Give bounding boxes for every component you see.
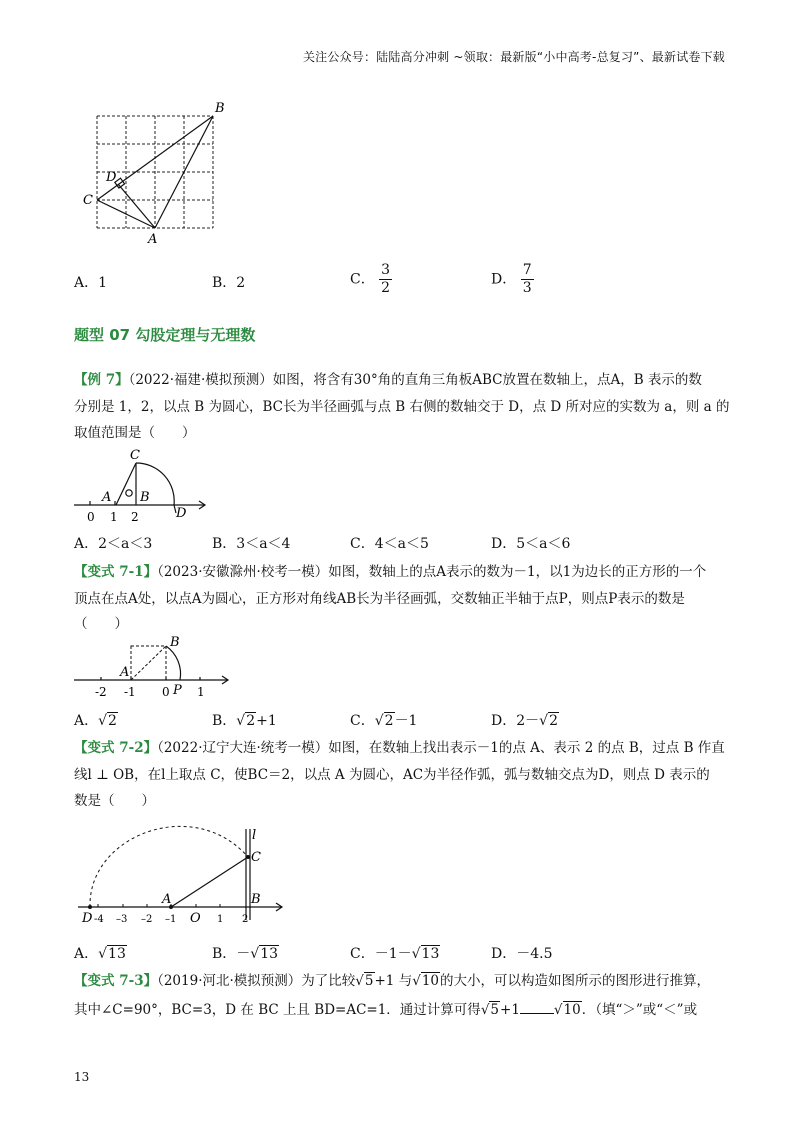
ex7-label-D: D bbox=[176, 506, 187, 521]
v72-label-B: B bbox=[251, 892, 261, 907]
ex7-figure bbox=[70, 445, 210, 525]
ex7-label-A: A bbox=[102, 490, 112, 505]
label-B: B bbox=[215, 101, 225, 116]
fraction-7-3: $\frac{7}{3}$ bbox=[522, 262, 532, 296]
v72-tick-minus3: –3 bbox=[116, 914, 128, 925]
v71-line3: （ ） bbox=[74, 616, 128, 632]
v73-line1: 【变式 7-3】（2019·河北·模拟预测）为了比较√5+1 与√10的大小，可以构造如图所示的图形进行推算， bbox=[74, 973, 710, 989]
v72-option-c: C．－1－√13 bbox=[350, 946, 440, 962]
v72-option-d: D．－4.5 bbox=[491, 946, 553, 962]
v73-line2: 其中∠C=90°，BC=3，D 在 BC 上且 BD=AC=1．通过计算可得√5+1 √10．（填“＞”或“＜”或 bbox=[74, 999, 697, 1020]
prev-option-d: D． $\frac{7}{3}$ bbox=[491, 262, 532, 296]
v72-line3: 数是（ ） bbox=[74, 793, 155, 809]
ex7-label-B: B bbox=[140, 490, 150, 505]
v72-line1: 【变式 7-2】（2022·辽宁大连·统考一模）如图，在数轴上找出表示－1的点 A、表示 2 的点 B，过点 B 作直 bbox=[74, 740, 725, 756]
v72-line2: 线l ⊥ OB，在l上取点 C，使BC＝2，以点 A 为圆心，AC为半径作弧，弧与数轴交点为D，则点 D 表示的 bbox=[74, 767, 710, 783]
ex7-option-b: B．3＜a＜4 bbox=[212, 536, 291, 552]
label-A: A bbox=[148, 232, 158, 245]
v72-label-O: O bbox=[190, 911, 201, 926]
prev-option-c: C． $\frac{3}{2}$ bbox=[350, 262, 391, 296]
ex7-option-c: C．4＜a＜5 bbox=[350, 536, 429, 552]
v71-line2: 顶点在点A处，以点A为圆心，正方形对角线AB长为半径画弧，交数轴正半轴于点P，则点P表示的数是 bbox=[74, 591, 685, 607]
answer-blank[interactable] bbox=[520, 999, 554, 1014]
fraction-3-2: $\frac{3}{2}$ bbox=[381, 262, 391, 296]
v72-tick-2: 2 bbox=[242, 914, 249, 925]
v71-option-d: D．2－√2 bbox=[491, 713, 558, 729]
v72-label-A: A bbox=[162, 892, 172, 907]
label-D: D bbox=[106, 170, 117, 185]
v72-option-a: A．√13 bbox=[74, 946, 126, 962]
ex7-label-C: C bbox=[130, 448, 140, 463]
v71-tick-1: 1 bbox=[197, 685, 205, 699]
v72-label-l: l bbox=[252, 828, 257, 843]
grid-triangle-figure bbox=[78, 100, 238, 245]
page-header: 关注公众号：陆陆高分冲刺 ~领取：最新版“小中高考-总复习”、最新试卷下载 bbox=[302, 50, 725, 64]
ex7-tick-0: 0 bbox=[87, 510, 95, 524]
v72-option-b: B．－√13 bbox=[212, 946, 279, 962]
v71-option-c: C．√2－1 bbox=[350, 713, 418, 729]
ex7-line1: 【例 7】（2022·福建·模拟预测）如图，将含有30°角的直角三角板ABC放置在数轴上，点A，B 表示的数 bbox=[74, 372, 702, 388]
label-C: C bbox=[83, 193, 93, 208]
ex7-option-d: D．5＜a＜6 bbox=[491, 536, 571, 552]
v72-tick-minus4: -4 bbox=[94, 914, 104, 925]
ex7-line2: 分别是 1，2，以点 B 为圆心，BC长为半径画弧与点 B 右侧的数轴交于 D，点 D 所对应的实数为 a，则 a 的 bbox=[74, 399, 730, 415]
ex7-tick-1: 1 bbox=[110, 510, 118, 524]
v71-option-a: A．√2 bbox=[74, 713, 117, 729]
ex7-option-a: A．2＜a＜3 bbox=[74, 536, 153, 552]
v71-tick-0: 0 bbox=[162, 685, 170, 699]
v71-figure bbox=[70, 634, 240, 700]
v71-line1: 【变式 7-1】（2023·安徽滁州·校考一模）如图，数轴上的点A表示的数为－1，以1为边长的正方形的一个 bbox=[74, 564, 707, 580]
v71-option-b: B．√2+1 bbox=[212, 713, 277, 729]
v72-tick-minus1: –1 bbox=[165, 914, 177, 925]
section-title: 题型 07 勾股定理与无理数 bbox=[74, 326, 256, 344]
v71-tick-minus2: -2 bbox=[95, 685, 107, 699]
ex7-tick-2: 2 bbox=[131, 510, 139, 524]
v71-tick-minus1: -1 bbox=[124, 685, 136, 699]
v72-figure bbox=[74, 815, 289, 930]
v72-label-C: C bbox=[251, 850, 261, 865]
v71-label-P: P bbox=[173, 683, 182, 698]
ex7-line3: 取值范围是（ ） bbox=[74, 425, 196, 441]
v72-tick-1: 1 bbox=[217, 914, 224, 925]
v71-label-A: A bbox=[120, 665, 130, 680]
v72-tick-minus2: –2 bbox=[141, 914, 153, 925]
prev-option-a: A．1 bbox=[74, 275, 108, 291]
prev-option-b: B．2 bbox=[212, 275, 246, 291]
v71-label-B: B bbox=[170, 635, 180, 650]
page-number: 13 bbox=[74, 1070, 90, 1084]
v72-label-D: D bbox=[82, 911, 93, 926]
